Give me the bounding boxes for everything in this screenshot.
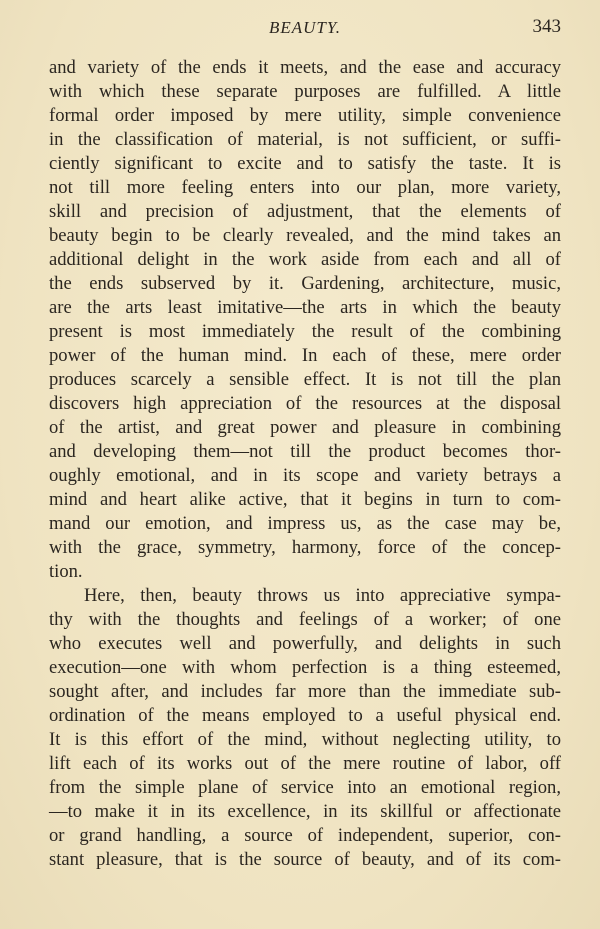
text-line: in the classification of material, is not sufficient, or suffi- (49, 129, 561, 150)
text-line: execution—one with whom perfection is a thing esteemed, (49, 657, 561, 678)
text-line: beauty begin to be clearly revealed, and the mind takes an (49, 225, 561, 246)
paragraph-start-line: Here, then, beauty throws us into appreciative sympa- (84, 585, 561, 606)
body-text (49, 56, 561, 872)
text-line: formal order imposed by mere utility, simple convenience (49, 105, 561, 126)
text-line: with which these separate purposes are fulfilled. A little (49, 81, 561, 102)
text-line: present is most immediately the result of the combining (49, 321, 561, 342)
running-head (49, 16, 561, 40)
text-line: It is this effort of the mind, without neglecting utility, to (49, 729, 561, 750)
text-line: skill and precision of adjustment, that the elements of (49, 201, 561, 222)
text-line: thy with the thoughts and feelings of a worker; of one (49, 609, 561, 630)
text-line: ordination of the means employed to a useful physical end. (49, 705, 561, 726)
text-line: mand our emotion, and impress us, as the case may be, (49, 513, 561, 534)
text-line: produces scarcely a sensible effect. It is not till the plan (49, 369, 561, 390)
text-line: additional delight in the work aside from each and all of (49, 249, 561, 270)
text-line: power of the human mind. In each of these, mere order (49, 345, 561, 366)
text-line: ciently significant to excite and to satisfy the taste. It is (49, 153, 561, 174)
text-line: —to make it in its excellence, in its skillful or affectionate (49, 801, 561, 822)
text-line: stant pleasure, that is the source of beauty, and of its com- (49, 849, 561, 870)
text-line: are the arts least imitative—the arts in which the beauty (49, 297, 561, 318)
text-line: with the grace, symmetry, harmony, force of the concep- (49, 537, 561, 558)
text-line: the ends subserved by it. Gardening, architecture, music, (49, 273, 561, 294)
text-line: discovers high appreciation of the resources at the disposal (49, 393, 561, 414)
text-line: lift each of its works out of the mere routine of labor, off (49, 753, 561, 774)
text-line: and developing them—not till the product becomes thor- (49, 441, 561, 462)
text-line: oughly emotional, and in its scope and variety betrays a (49, 465, 561, 486)
page-number: 343 (532, 16, 561, 37)
running-head-title: BEAUTY. (268, 18, 342, 37)
text-line: and variety of the ends it meets, and the ease and accuracy (49, 57, 561, 78)
text-line: who executes well and powerfully, and delights in such (49, 633, 561, 654)
text-line: or grand handling, a source of independent, superior, con- (49, 825, 561, 846)
text-line: of the artist, and great power and pleasure in combining (49, 417, 561, 438)
text-line: sought after, and includes far more than the immediate sub- (49, 681, 561, 702)
text-line: not till more feeling enters into our plan, more variety, (49, 177, 561, 198)
text-line: mind and heart alike active, that it begins in turn to com- (49, 489, 561, 510)
text-line: from the simple plane of service into an emotional region, (49, 777, 561, 798)
paragraph-end-line: tion. (49, 561, 83, 582)
